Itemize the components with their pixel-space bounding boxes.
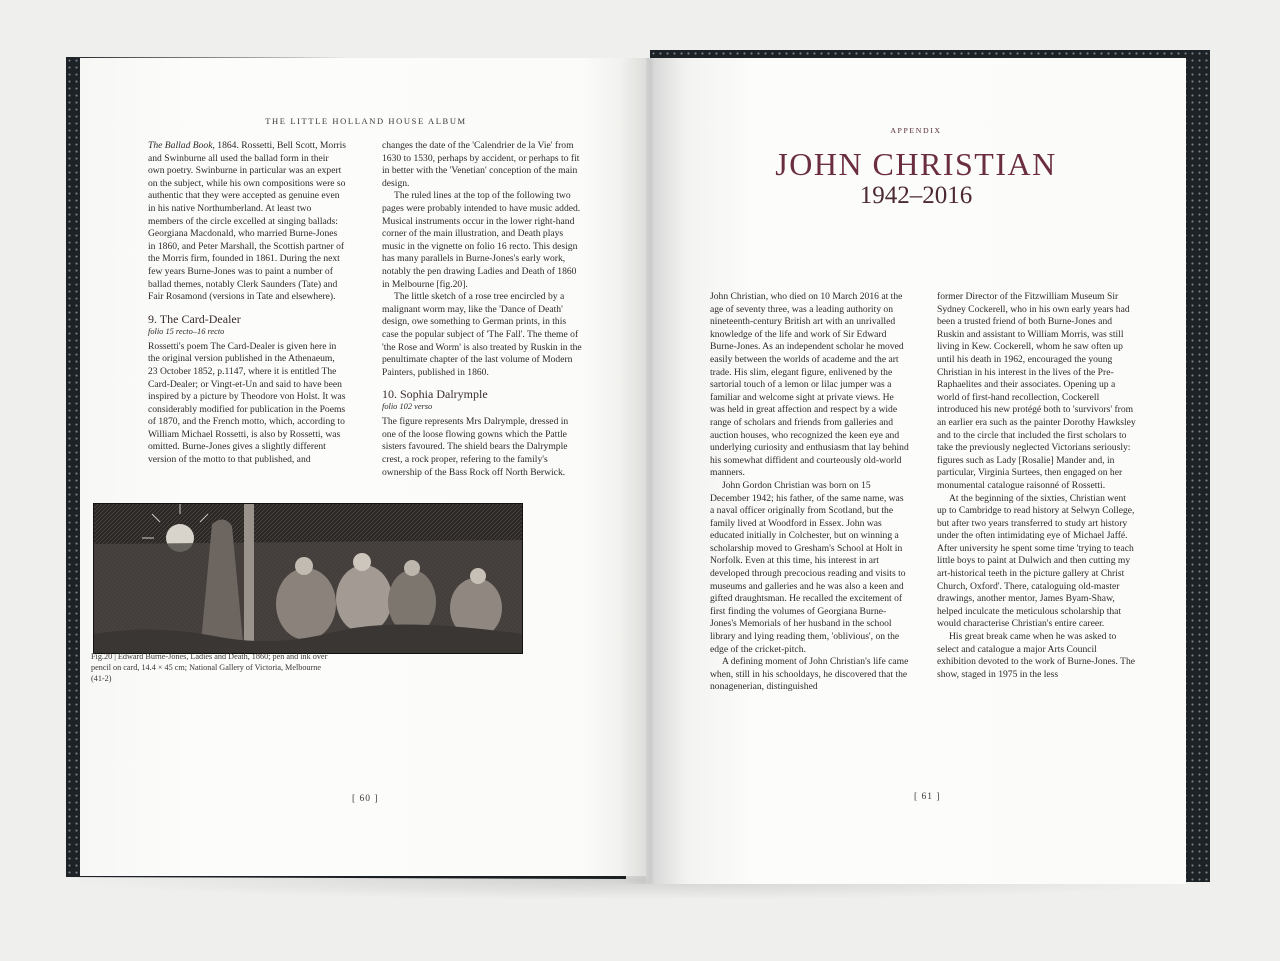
paragraph: A defining moment of John Christian's life came when, still in his schooldays, he discovered that the nonagenerian, distinguished xyxy=(710,656,909,693)
paragraph: The figure represents Mrs Dalrymple, dressed in one of the loose flowing gowns which the Pattle sisters favoured. The shield bears the Dalrymple crest, a rock proper, refering to the family's ownership of the Bass Rock off North Berwick. xyxy=(382,416,569,478)
right-column-1 xyxy=(710,291,910,694)
intro-paragraph: The Ballad Book, 1864. Rossetti, Bell Scott, Morris and Swinburne all used the ballad form in their own poetry. Swinburne in particular was an expert on the subject, while his own compositions were so authentic that they were accepted as genuine even in his native Northumberland. At least two members of the circle excelled at singing ballads: Georgiana Macdonald, who married Burne-Jones in 1860, and Peter Marshall, the Scottish partner of the Morris firm, founded in 1861. During the next few years Burne-Jones was to paint a number of ballad themes, notably Clerk Saunders (Tate) and Fair Rosamond (versions in Tate and elsewhere). xyxy=(148,140,347,303)
page-number: [ 60 ] xyxy=(352,794,379,804)
paragraph: His great break came when he was asked to select and catalogue a major Arts Council exhibition devoted to the work of Burne-Jones. The show, staged in 1975 in the less xyxy=(937,631,1136,680)
paragraph: The ruled lines at the top of the following two pages were probably intended to have music added. Musical instruments occur in the lower right-hand corner of the main illustration, and Death plays music in the vignette on folio 16 recto. This design has many parallels in Burne-Jones's early work, notably the pen drawing Ladies and Death of 1860 in Melbourne [fig.20]. xyxy=(382,190,581,290)
page-title: JOHN CHRISTIAN xyxy=(775,146,1057,182)
left-column-2 xyxy=(382,140,582,479)
paragraph: The little sketch of a rose tree encircled by a malignant worm may, like the 'Dance of Death' design, owe something to German prints, in this case the popular subject of 'The Fall'. The theme of 'the Rose and Worm' is also treated by Ruskin in the penultimate chapter of the last volume of Modern Painters, published in 1860. xyxy=(382,291,582,378)
section-heading-card-dealer: 9. The Card-Dealer xyxy=(148,311,241,326)
left-column-1 xyxy=(148,140,346,467)
artwork-image-ladies-and-death xyxy=(93,503,523,654)
right-column-2 xyxy=(937,291,1137,681)
life-dates: 1942–2016 xyxy=(859,182,973,209)
paragraph: John Gordon Christian was born on 15 December 1942; his father, of the same name, was a naval officer originally from Scotland, but the family lived at Woodford in Essex. John was educated initially in Colchester, but on winning a scholarship moved to Gresham's School at Holt in Norfolk. Even at this time, his interest in art developed through precocious reading and visits to museums and galleries and he was also a keen and gifted draughtsman. He recalled the excitement of first finding the volumes of Georgiana Burne-Jones's Memorials of her husband in the school library and lying reading them, 'oblivious', on the edge of the cricket-pitch. xyxy=(710,479,906,655)
appendix-label: APPENDIX xyxy=(890,126,942,135)
running-head: THE LITTLE HOLLAND HOUSE ALBUM xyxy=(265,116,467,126)
left-page xyxy=(80,58,652,876)
section-subheading: folio 102 verso xyxy=(382,402,433,412)
section-subheading: folio 15 recto–16 recto xyxy=(148,326,225,336)
paragraph: At the beginning of the sixties, Christian went up to Cambridge to read history at Selwyn College, but after two years transferred to study art history under the often intimidating eye of Michael Jaffé. After university he spent some time 'trying to teach little boys to paint at Dulwich and then cutting my art-historical teeth in the picture gallery at Christ Church, Oxford'. There, cataloguing old-master drawings, another mentor, James Byam-Shaw, helped inculcate the meticulous scholarship that would characterise Christian's entire career. xyxy=(937,492,1135,630)
page-number: [ 61 ] xyxy=(914,792,941,802)
section-heading-sophia: 10. Sophia Dalrymple xyxy=(382,387,488,402)
right-page xyxy=(646,58,1186,884)
paragraph: former Director of the Fitzwilliam Museum Sir Sydney Cockerell, who in his own early years had been a trusted friend of both Burne-Jones and Ruskin and assistant to William Morris, was still living in Kew. Cockerell, whom he saw often up until his death in 1962, encouraged the young Christian in his interest in the lives of the Pre-Raphaelites and their associates. Opening up a world of first-hand recollection, Cockerell introduced his new protégé both to 'survivors' from an earlier era such as the painter Dorothy Hawksley and to the circle that included the first scholars to take the previously neglected Victorians seriously: figures such as Lady [Rosalie] Mander and, in particular, Virginia Surtees, then engaged on her monumental catalogue raisonné of Rossetti. xyxy=(937,291,1136,491)
figure-caption: Fig.20 | Edward Burne-Jones, Ladies and Death, 1860; pen and ink over pencil on card, 14.4 × 45 cm; National Gallery of Victoria, Melbourne (41-2) xyxy=(91,652,328,684)
paragraph: changes the date of the 'Calendrier de la Vie' from 1630 to 1530, perhaps by accident, or perhaps to fit in better with the 'Venetian' conception of the main design. xyxy=(382,140,580,189)
card-dealer-paragraph: Rossetti's poem The Card-Dealer is given here in the original version published in the Athenaeum, 23 October 1852, p.1147, where it is entitled The Card-Dealer; or Vingt-et-Un and said to have been inspired by a picture by Theodore von Holst. It was considerably modified for publication in the Poems of 1870, and the French motto, which, according to William Michael Rossetti, is also by Rossetti, was omitted. Burne-Jones gives a slightly different version of the motto to that published, and xyxy=(148,340,346,466)
book-title-italic: The Ballad Book xyxy=(148,140,213,151)
paragraph: John Christian, who died on 10 March 2016 at the age of seventy three, was a leading authority on nineteenth-century British art with an unrivalled knowledge of the life and work of Sir Edward Burne-Jones. As an independent scholar he moved easily between the worlds of academe and the art trade. His slim, elegant figure, enlivened by the sartorial touch of a lemon or lilac jumper was a familiar and welcome sight at private views. He was held in great affection and respect by a wide range of scholars and friends from galleries and auction houses, who recognized the keen eye and underlying curiosity and enthusiasm that lay behind his somewhat diffident and courteously old-world manners. xyxy=(710,291,909,479)
